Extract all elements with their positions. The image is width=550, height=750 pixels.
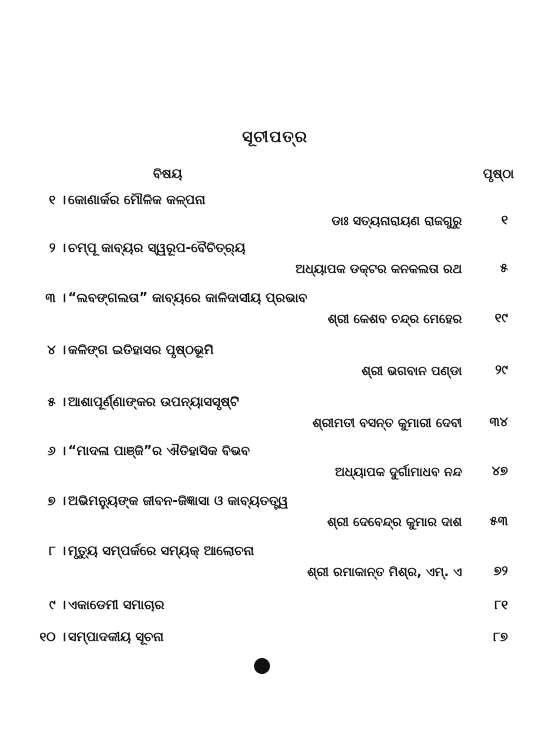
entry-number: ୨ । — [49, 241, 66, 256]
toc-entry — [0, 544, 550, 588]
entry-author: ଶ୍ରୀ ଭଗବାନ ପଣ୍ଡା — [361, 363, 462, 378]
entry-number: ୯ । — [49, 598, 66, 613]
toc-entry — [0, 291, 550, 335]
entry-page-number: ୭୨ — [493, 564, 508, 579]
entry-page-number: ୧ — [501, 213, 508, 228]
ornament-dot — [254, 658, 270, 674]
entry-page-number: ୪୭ — [491, 464, 508, 479]
toc-entry — [0, 343, 550, 387]
page-column-header: ପୃଷ୍ଠା — [483, 167, 514, 182]
entry-title: ମୃତ୍ୟୁ ସମ୍ପର୍କରେ ସମ୍ୟକ୍ ଆଲୋଚନା — [68, 544, 255, 559]
entry-page-number: ୨୯ — [495, 363, 508, 378]
entry-title: ଆଶାପୂର୍ଣ୍ଣାଙ୍କର ଉପନ୍ୟାସସୃଷ୍ଟି — [68, 395, 240, 410]
entry-number: ୧ । — [48, 193, 66, 208]
entry-number: ୬ । — [47, 444, 66, 459]
entry-title: ଚମ୍ପୂ କାବ୍ୟର ସ୍ୱରୂପ-ବୈଚିତ୍ର୍ୟ — [68, 241, 246, 256]
entry-author: ଅଧ୍ୟାପକ ଦୁର୍ଗାମାଧବ ନନ୍ଦ — [334, 464, 462, 479]
entry-number: ୮ । — [48, 544, 66, 559]
entry-page-number: ୮୭ — [493, 630, 508, 645]
entry-page-number: ୮୧ — [494, 598, 508, 613]
toc-entry — [0, 193, 550, 237]
toc-entry — [0, 395, 550, 439]
entry-number: ୩ । — [45, 291, 66, 306]
entry-author: ଶ୍ରୀ ଦେବେନ୍ଦ୍ର କୁମାର ଦାଶ — [327, 514, 462, 529]
entry-author: ଶ୍ରୀ ରମାକାନ୍ତ ମିଶ୍ର, ଏମ୍. ଏ — [307, 564, 462, 579]
entry-title: “ମାଦଳା ପାଞ୍ଜି”ର ଐତିହାସିକ ବିଭବ — [68, 444, 250, 459]
toc-entry — [0, 444, 550, 488]
entry-page-number: ୫ — [499, 261, 508, 276]
toc-entry — [0, 630, 550, 674]
entry-page-number: ୧୯ — [494, 311, 508, 326]
entry-title: ଅଭିମନ୍ୟୁଙ୍କ ଜୀବନ-ଜିଜ୍ଞାସା ଓ କାବ୍ୟତତ୍ତ୍ୱ — [68, 494, 289, 509]
entry-title: ଏକାଡେମୀ ସମାଚାର — [68, 598, 165, 613]
entry-page-number: ୫୩ — [489, 514, 508, 529]
entry-title: କୋଣାର୍କର ମୌଳିକ କଳ୍ପନା — [68, 193, 206, 208]
entry-title: କଳିଙ୍ଗ ଇତିହାସର ପୃଷ୍ଠଭୂମି — [68, 343, 214, 358]
entry-author: ଅଧ୍ୟାପକ ଡକ୍ଟର କନକଲତା ରଥ — [295, 261, 462, 276]
entry-author: ଡାଃ ସତ୍ୟନାରାୟଣ ରାଜଗୁରୁ — [331, 213, 462, 228]
toc-entry — [0, 241, 550, 285]
entry-author: ଶ୍ରୀମତୀ ବସନ୍ତ କୁମାରୀ ଦେବୀ — [312, 415, 462, 430]
entry-author: ଶ୍ରୀ କେଶବ ଚନ୍ଦ୍ର ମେହେର — [327, 311, 462, 326]
subject-column-header: ବିଷୟ — [153, 167, 183, 182]
entry-title: ସମ୍ପାଦକୀୟ ସୂଚନା — [68, 630, 164, 645]
entry-number: ୭ । — [47, 494, 66, 509]
entry-number: ୪ । — [47, 343, 66, 358]
entry-number: ୫ । — [47, 395, 66, 410]
page-title: ସୂଚୀପତ୍ର — [242, 127, 308, 146]
entry-page-number: ୩୪ — [489, 415, 508, 430]
toc-entry — [0, 494, 550, 538]
entry-number: ୧୦ । — [39, 630, 66, 645]
entry-title: “ଲବଙ୍ଗଲତା” କାବ୍ୟରେ କାଳିଦାସୀୟ ପ୍ରଭାବ — [68, 291, 308, 306]
